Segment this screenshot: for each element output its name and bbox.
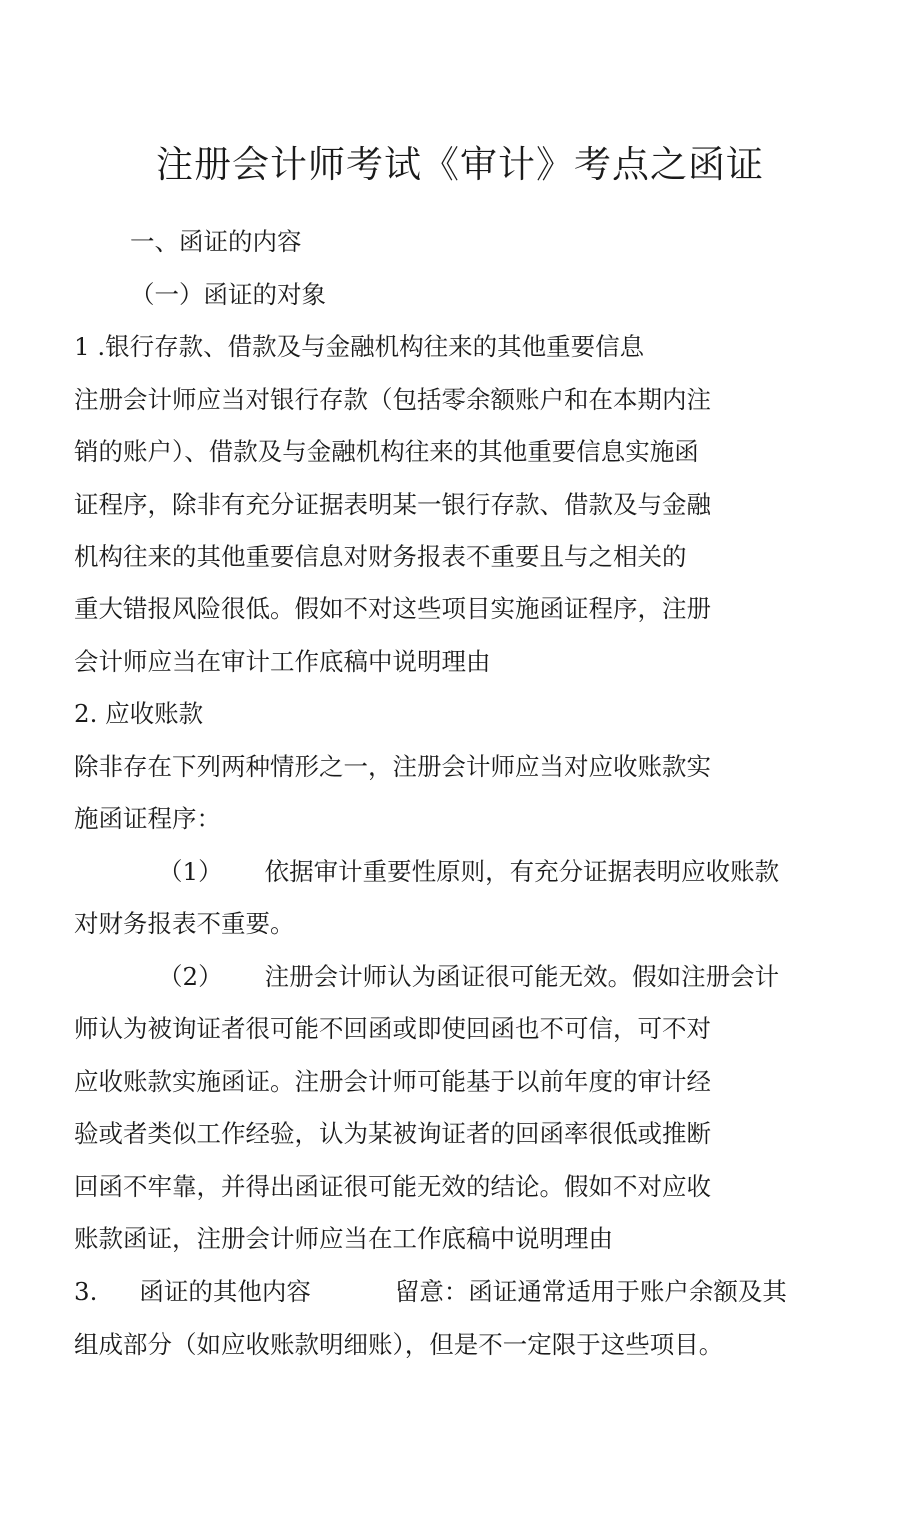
paragraph-line: 机构往来的其他重要信息对财务报表不重要且与之相关的 [74,542,687,571]
subsection-heading-1: （一）函证的对象 [130,280,326,309]
item-heading-1: 1 .银行存款、借款及与金融机构往来的其他重要信息 [74,332,645,361]
item-title-3: 函证的其他内容 [139,1277,311,1306]
paragraph-line: 销的账户）、借款及与金融机构往来的其他重要信息实施函 [74,437,699,466]
paragraph-line: 对财务报表不重要。 [74,909,295,938]
document-title: 注册会计师考试《审计》考点之函证 [156,143,764,186]
note-text: 留意：函证通常适用于账户余额及其 [394,1277,787,1306]
paragraph-line: 注册会计师应当对银行存款（包括零余额账户和在本期内注 [74,385,711,414]
list-marker-2: （2） [158,962,223,991]
paragraph-line: 验或者类似工作经验，认为某被询证者的回函率很低或推断 [74,1119,711,1148]
list-marker-1: （1） [158,857,223,886]
paragraph-line: 回函不牢靠，并得出函证很可能无效的结论。假如不对应收 [74,1172,711,1201]
list-text-1: 依据审计重要性原则，有充分证据表明应收账款 [264,857,780,886]
paragraph-line: 应收账款实施函证。注册会计师可能基于以前年度的审计经 [74,1067,711,1096]
paragraph-line: 会计师应当在审计工作底稿中说明理由 [74,647,491,676]
paragraph-line: 重大错报风险很低。假如不对这些项目实施函证程序，注册 [74,594,711,623]
paragraph-line: 施函证程序： [74,804,221,833]
list-item-2 [158,960,779,994]
paragraph-line: 除非存在下列两种情形之一，注册会计师应当对应收账款实 [74,752,711,781]
paragraph-line: 组成部分（如应收账款明细账），但是不一定限于这些项目。 [74,1330,724,1359]
list-item-1 [158,855,779,889]
paragraph-line: 证程序，除非有充分证据表明某一银行存款、借款及与金融 [74,490,711,519]
section-heading-1: 一、函证的内容 [130,227,302,256]
paragraph-line: 账款函证，注册会计师应当在工作底稿中说明理由 [74,1224,613,1253]
paragraph-line: 师认为被询证者很可能不回函或即使回函也不可信，可不对 [74,1014,711,1043]
item-heading-3 [74,1275,787,1309]
item-heading-2: 2. 应收账款 [74,699,204,728]
list-text-2: 注册会计师认为函证很可能无效。假如注册会计 [264,962,780,991]
item-number-3: 3. [74,1277,98,1306]
